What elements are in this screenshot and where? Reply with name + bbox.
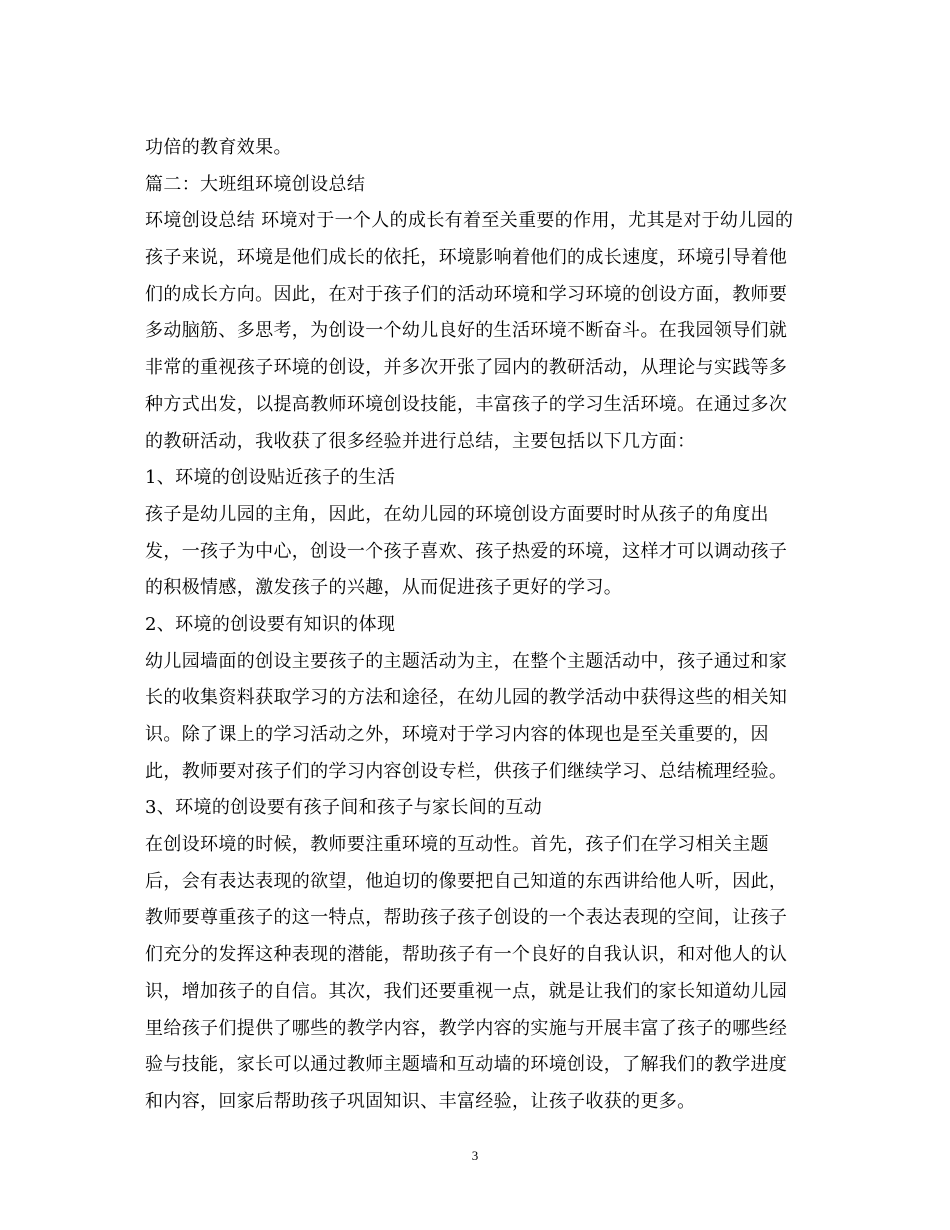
- text-line: 种方式出发，以提高教师环境创设技能，丰富孩子的学习生活环境。在通过多次: [145, 393, 788, 415]
- text-line: 后，会有表达表现的欲望，他迫切的像要把自己知道的东西讲给他人听，因此，: [145, 870, 788, 892]
- text-line: 里给孩子们提供了哪些的教学内容，教学内容的实施与开展丰富了孩子的哪些经: [145, 1017, 788, 1039]
- section-heading: 篇二：大班组环境创设总结: [145, 173, 366, 195]
- text-line: 孩子来说，环境是他们成长的依托，环境影响着他们的成长速度，环境引导着他: [145, 247, 788, 269]
- text-line: 们充分的发挥这种表现的潜能，帮助孩子有一个良好的自我认识，和对他人的认: [145, 944, 788, 966]
- text-line: 教师要尊重孩子的这一特点，帮助孩子孩子创设的一个表达表现的空间，让孩子: [145, 907, 788, 929]
- text-line: 幼儿园墙面的创设主要孩子的主题活动为主，在整个主题活动中，孩子通过和家: [145, 650, 788, 672]
- text-line: 的教研活动，我收获了很多经验并进行总结，主要包括以下几方面：: [145, 430, 696, 452]
- text-line: 非常的重视孩子环境的创设，并多次开张了园内的教研活动，从理论与实践等多: [145, 357, 788, 379]
- text-line: 功倍的教育效果。: [145, 137, 292, 158]
- text-line: 在创设环境的时候，教师要注重环境的互动性。首先，孩子们在学习相关主题: [145, 834, 769, 856]
- text-line: 发，一孩子为中心，创设一个孩子喜欢、孩子热爱的环境，这样才可以调动孩子: [145, 540, 788, 562]
- subheading: 3、环境的创设要有孩子间和孩子与家长间的互动: [145, 797, 543, 819]
- text-line: 孩子是幼儿园的主角，因此，在幼儿园的环境创设方面要时时从孩子的角度出: [145, 503, 769, 525]
- text-line: 识。除了课上的学习活动之外，环境对于学习内容的体现也是至关重要的，因: [145, 724, 769, 745]
- subheading: 1、环境的创设贴近孩子的生活: [145, 467, 396, 489]
- subheading: 2、环境的创设要有知识的体现: [145, 613, 396, 635]
- text-line: 和内容，回家后帮助孩子巩固知识、丰富经验，让孩子收获的更多。: [145, 1090, 696, 1112]
- text-line: 的积极情感，激发孩子的兴趣，从而促进孩子更好的学习。: [145, 577, 623, 599]
- page-number: 3: [471, 1148, 479, 1163]
- text-line: 多动脑筋、多思考，为创设一个幼儿良好的生活环境不断奋斗。在我园领导们就: [145, 320, 788, 342]
- text-line: 此，教师要对孩子们的学习内容创设专栏，供孩子们继续学习、总结梳理经验。: [145, 760, 788, 782]
- text-line: 环境创设总结 环境对于一个人的成长有着至关重要的作用，尤其是对于幼儿园的: [145, 210, 794, 232]
- body-text: [145, 130, 815, 1121]
- text-line: 们的成长方向。因此，在对于孩子们的活动环境和学习环境的创设方面，教师要: [145, 283, 788, 305]
- text-line: 识，增加孩子的自信。其次，我们还要重视一点，就是让我们的家长知道幼儿园: [145, 980, 788, 1002]
- text-line: 长的收集资料获取学习的方法和途径，在幼儿园的教学活动中获得这些的相关知: [145, 687, 788, 709]
- text-line: 验与技能，家长可以通过教师主题墙和互动墙的环境创设，了解我们的教学进度: [145, 1054, 788, 1076]
